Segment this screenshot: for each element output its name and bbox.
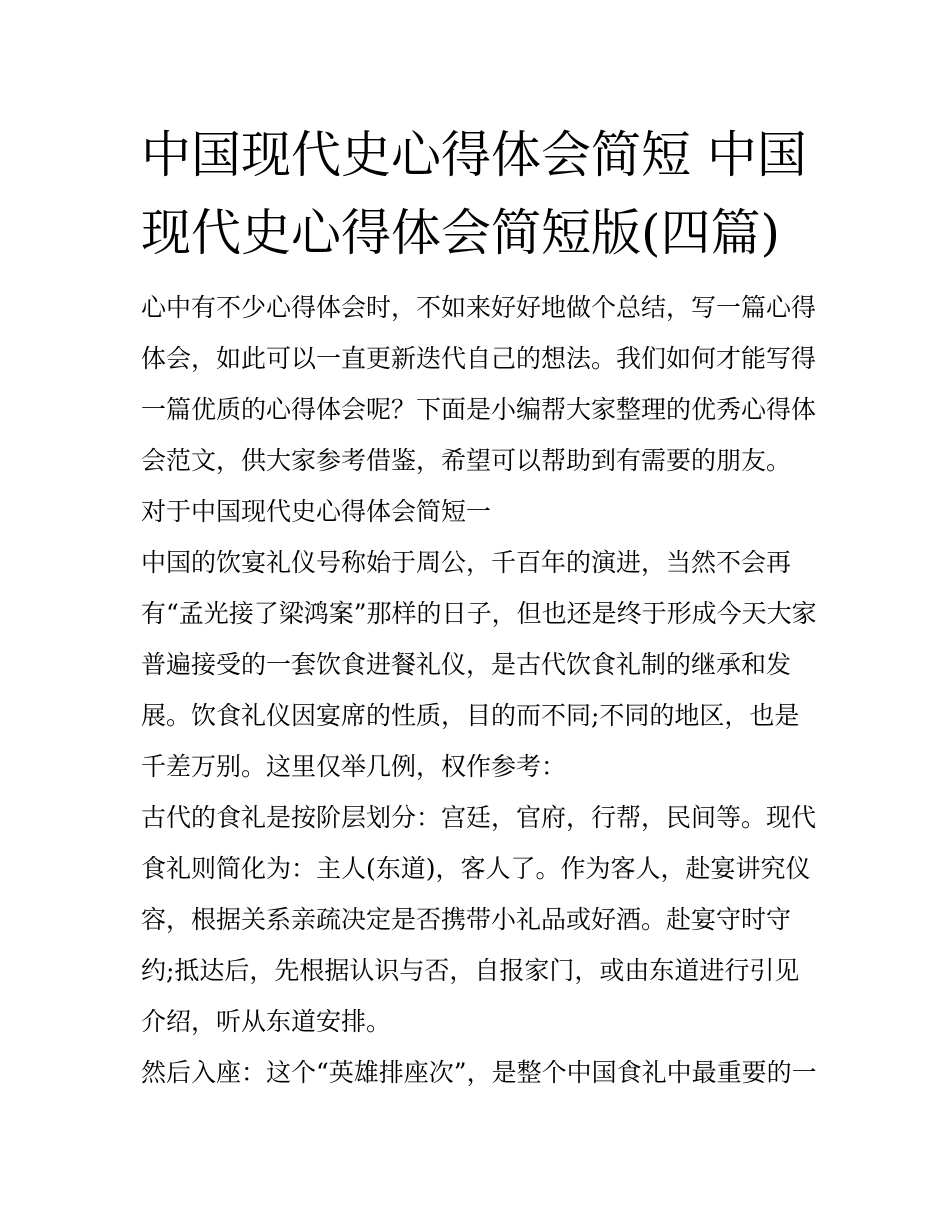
paragraph-line: 中国的饮宴礼仪号称始于周公，千百年的演进，当然不会再 (141, 548, 792, 577)
intro-line: 一篇优质的心得体会呢？下面是小编帮大家整理的优秀心得体 (141, 395, 817, 424)
paragraph-line: 有“孟光接了梁鸿案”那样的日子，但也还是终于形成今天大家 (141, 599, 817, 628)
intro-line: 体会，如此可以一直更新迭代自己的想法。我们如何才能写得 (141, 344, 817, 373)
paragraph-line: 普遍接受的一套饮食进餐礼仪，是古代饮食礼制的继承和发 (141, 650, 792, 679)
document-body (141, 282, 821, 1098)
section-heading: 对于中国现代史心得体会简短一 (141, 497, 492, 526)
paragraph-line: 容，根据关系亲疏决定是否携带小礼品或好酒。赴宴守时守 (141, 905, 792, 934)
document-title (141, 116, 821, 272)
paragraph-line: 食礼则简化为：主人(东道)，客人了。作为客人，赴宴讲究仪 (141, 854, 811, 883)
paragraph-line: 介绍，听从东道安排。 (141, 1007, 392, 1036)
intro-line: 会范文，供大家参考借鉴，希望可以帮助到有需要的朋友。 (141, 446, 792, 475)
paragraph-line: 约;抵达后，先根据认识与否，自报家门，或由东道进行引见 (141, 956, 800, 985)
title-line: 中国现代史心得体会简短 中国 (141, 126, 807, 184)
document-content (141, 116, 821, 1098)
paragraph-line: 千差万别。这里仅举几例，权作参考： (141, 752, 567, 781)
intro-line: 心中有不少心得体会时，不如来好好地做个总结，写一篇心得 (141, 293, 817, 322)
title-line: 现代史心得体会简短版(四篇) (141, 204, 781, 262)
paragraph-line: 然后入座：这个“英雄排座次”，是整个中国食礼中最重要的一 (141, 1058, 817, 1087)
paragraph-line: 展。饮食礼仪因宴席的性质，目的而不同;不同的地区，也是 (141, 701, 800, 730)
paragraph-line: 古代的食礼是按阶层划分：宫廷，官府，行帮，民间等。现代 (141, 803, 817, 832)
